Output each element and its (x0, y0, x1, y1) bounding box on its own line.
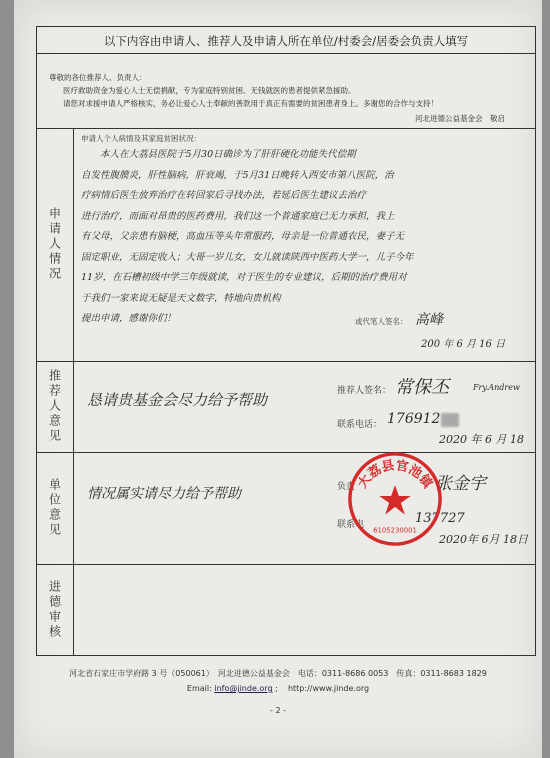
recommender-sign-label: 推荐人签名： (337, 386, 392, 396)
unit-signature: 张金宇 (435, 474, 486, 494)
document-page (14, 0, 542, 758)
notice-line: 医疗救助资金为爱心人士无偿捐献，专为家庭特别贫困、无钱就医的患者提供紧急援助。 (63, 86, 356, 95)
handwritten-line: 于我们一家来说无疑是天文数字，特地向贵机构 (81, 292, 281, 304)
unit-section-label: 单位意见 (47, 478, 62, 538)
applicant-sign-label: 或代笔人签名： (355, 317, 408, 326)
unit-phone-label: 联系电 (337, 520, 365, 530)
divider (37, 452, 535, 453)
applicant-prompt: 申请人个人病情及其家庭贫困状况： (81, 134, 201, 143)
recommender-section-label: 推荐人意见 (47, 369, 62, 444)
handwritten-line: 11岁，在石槽初级中学三年级就读，对于医生的专业建议，后期的治疗费用对 (81, 272, 407, 283)
recommender-opinion: 恳请贵基金会尽力给予帮助 (87, 391, 268, 409)
recommender-date: 2020 年 6 月 18 (439, 433, 524, 446)
handwritten-line: 有父母，父亲患有脑梗，高血压等头年常服药，母亲是一位普通农民，妻子无 (81, 231, 405, 242)
footer-email-label: Email: (186, 684, 212, 693)
unit-date: 2020年 6月 18日 (439, 533, 528, 546)
applicant-handwritten-text (81, 145, 531, 330)
jinde-review-label: 进德审核 (47, 580, 62, 640)
form-header: 以下内容由申请人、推荐人及申请人所在单位/村委会/居委会负责人填写 (103, 34, 469, 48)
notice-line: 请您对求援申请人严格核实，务必让爱心人士奉献的善款用于真正有需要的贫困患者身上。多谢您的合作与支持！ (63, 99, 438, 108)
handwritten-line: 提出申请，感谢你们！ (81, 313, 177, 324)
footer-address: 河北省石家庄市学府路 3 号（050061） 河北进德公益基金会 电话：0311-8686 0053 传真：0311-8683 1829 (69, 669, 487, 678)
footer-email-link[interactable]: info@jinde.org (214, 684, 273, 693)
handwritten-line: 固定职业，无固定收入；大哥一岁儿女，女儿就读陕西中医药大学一，儿子今年 (81, 251, 414, 263)
stamp-code: 6105230001 (373, 526, 417, 535)
page-number: - 2 - (270, 706, 286, 715)
handwritten-line: 自发性腹膜炎，肝性脑病，肝衰竭，于5月31日晚转入西安市第八医院，治 (81, 169, 394, 181)
footer-web-link[interactable]: http://www.jinde.org (287, 684, 370, 693)
applicant-date: 200 年 6 月 16 日 (421, 339, 506, 350)
divider (37, 128, 535, 129)
applicant-signature: 高峰 (415, 312, 443, 328)
application-form (36, 26, 536, 656)
applicant-section-label: 申请人情况 (47, 207, 62, 282)
recommender-phone: 176912 (387, 411, 441, 427)
footer-contact: Email: info@jinde.org ; http://www.jinde.org (186, 684, 370, 693)
divider (37, 361, 535, 362)
handwritten-line: 疗病情后医生放弃治疗在转回家后寻找办法，若延后医生建议去治疗 (81, 190, 367, 201)
unit-phone: 137727 (415, 511, 465, 526)
stamp-text: 大荔县官池镇 (355, 458, 435, 492)
recommender-phone-label: 联系电话： (337, 420, 383, 430)
handwritten-line: 本人在大荔县医院于5月30日确诊为了肝肝硬化功能失代偿期 (81, 149, 356, 160)
recommender-signature-extra: Fry.Andrew (473, 383, 520, 392)
divider (37, 564, 535, 565)
unit-opinion: 情况属实请尽力给予帮助 (87, 486, 241, 502)
handwritten-line: 进行治疗，而面对昂贵的医药费用，我们这一个普通家庭已无力承担，我上 (81, 210, 395, 222)
redaction-blur (441, 413, 459, 427)
unit-sign-label: 负责 (337, 482, 356, 492)
official-stamp-icon (346, 450, 444, 548)
recommender-signature: 常保丕 (395, 377, 449, 398)
notice-text (49, 71, 519, 110)
notice-signature: 河北进德公益基金会 敬启 (415, 114, 505, 123)
notice-line: 尊敬的各位推荐人、负责人： (49, 73, 147, 82)
label-column-divider (73, 128, 74, 656)
divider (37, 53, 535, 54)
